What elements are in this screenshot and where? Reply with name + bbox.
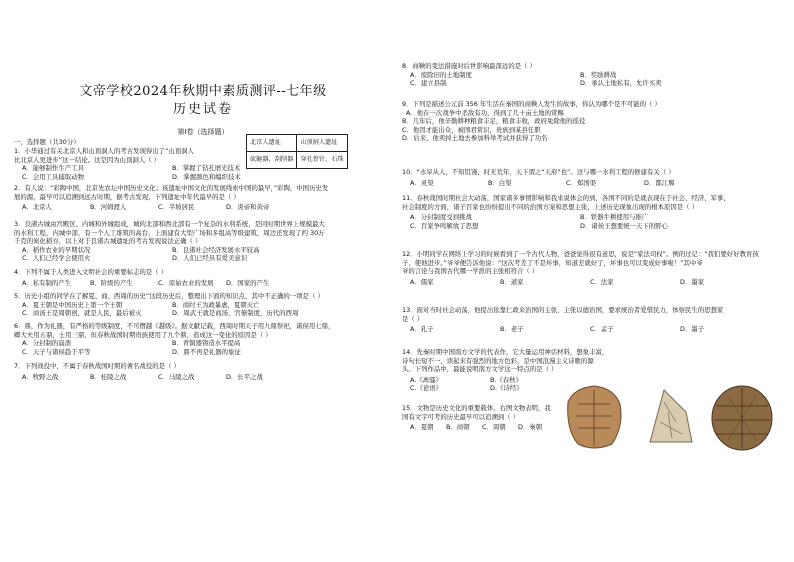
question-text: 2．有人说：“彩陶中国，北京先农坛中国历史文化；该遗址中国文化的发展线索中国的最早，”彩陶，中国历史发 — [14, 184, 329, 192]
question-2 — [14, 184, 328, 212]
question-4 — [14, 268, 294, 287]
option[interactable]: A．灵渠 — [410, 178, 434, 187]
option[interactable]: B．商纣王为政暴虐，夏朝灭亡 — [172, 300, 260, 309]
question-text: 4．下列不属于人类进入文明社会的重要标志的是（ ） — [14, 268, 168, 276]
option[interactable]: B．青铜器铸造水平提高 — [172, 339, 241, 348]
question-text: 千克的炭化稻谷，以上对于良渚古城遗址的考古发现说法正确（ ） — [14, 237, 202, 246]
option[interactable]: C．孟子 — [590, 325, 614, 334]
option[interactable]: A．私有制的产生 — [22, 278, 72, 287]
option[interactable]: A．孔子 — [410, 325, 434, 334]
option[interactable]: A．能够制作生产工具 — [22, 164, 84, 173]
question-text: 卿大夫用五鼎，士用三鼎，但春秋战国时期贵族使用了九个鼎，造成这一变化的原因是（ ） — [14, 330, 272, 339]
option[interactable]: D.《诗经》 — [490, 384, 523, 393]
option[interactable]: B．道家 — [500, 277, 524, 286]
question-7 — [14, 362, 294, 381]
question-text: 13．面对当时社会动荡，他提出依靠仁政来治国的主张，主张以德治国，要求统治者爱惜民力，体察民生的思想家 — [402, 306, 724, 314]
question-9 — [402, 100, 661, 143]
question-13 — [402, 306, 748, 334]
table-header: 北京人遗址 — [247, 135, 297, 152]
table-cell: 穿孔骨针，石珠 — [297, 152, 347, 169]
question-text: 9．下列是描述公元前 356 年生活在秦国的商鞅人发生的故事，你认为哪个是不可能的（ ） — [402, 100, 661, 108]
option[interactable]: D．掌握颜色和编织技术 — [172, 172, 241, 181]
option[interactable]: A．北京人 — [22, 203, 52, 212]
question-1 — [14, 147, 322, 181]
option[interactable]: B．奖励耕战 — [580, 70, 617, 79]
option[interactable]: C．法家 — [590, 277, 614, 286]
question-15 — [402, 404, 586, 432]
table-cell: 砍砸器、刮削器 — [247, 152, 297, 169]
question-text: 是（ ） — [402, 314, 424, 323]
question-text: 14．先秦时期中国南方文学的代表作，它大量运用神话材料，想象丰富， — [402, 348, 609, 356]
question-12 — [402, 250, 759, 286]
option[interactable]: C．周朝 — [482, 423, 506, 432]
question-5 — [14, 292, 324, 318]
question-text: 15．文物是历史文化的重要载体，右图文物表明，我 — [402, 404, 551, 412]
option[interactable]: C．郑国渠 — [566, 178, 597, 187]
option[interactable]: D．长平之战 — [226, 372, 263, 381]
option[interactable]: D．秦朝 — [518, 423, 543, 432]
question-3 — [14, 220, 325, 263]
option[interactable]: B．白渠 — [488, 178, 512, 187]
question-text: 头。下列作品中，最能说明南方文学这一特点的是（ ） — [402, 365, 558, 374]
option[interactable]: D．后来，他卖掉土地去参加科举考试并获得了功名 — [402, 134, 548, 143]
question-text: 诗句长短不一，读起来有强烈的地方色彩，是中国浪漫主义诗歌的源 — [402, 356, 594, 365]
option[interactable]: C．人们已经学会使用火 — [22, 254, 91, 263]
question-6 — [14, 322, 334, 356]
question-text: 7．下列战役中，不属于春秋战国时期的著名战役的是（ ） — [14, 362, 180, 370]
option[interactable]: B．老子 — [500, 325, 524, 334]
option[interactable]: A．牧野之战 — [22, 372, 59, 381]
option[interactable]: D．墨家 — [680, 277, 705, 286]
question-11 — [402, 194, 730, 230]
question-text: 3．良渚古城由宫殿区、内城和外城组成，城的北部和西北部有一个复杂的水利系统，是同时期世界上规模最大 — [14, 220, 325, 228]
option[interactable]: A．废除旧的土地制度 — [410, 70, 472, 79]
option[interactable]: C．建立县制 — [410, 79, 447, 88]
option[interactable]: C.《论语》 — [410, 384, 443, 393]
question-text: 6．鼎，作为礼器，有严格的等级制度，不可僭越《越级》。据文献记载，西周时期天子用九鼎祭祀，诸侯用七鼎， — [14, 322, 335, 330]
section-heading: 第Ⅰ卷（选择题） — [177, 128, 229, 136]
option[interactable]: B．商朝 — [446, 423, 470, 432]
option[interactable]: D．都江堰 — [644, 178, 675, 187]
option[interactable]: D．炎帝和黄帝 — [226, 203, 270, 212]
question-text: 12．小明同学在网络上学习的时候看到了一个古代人物，爸爸觉得很有意思，说是“家法司权”。例的过记：“我们要好好教育孩 — [402, 250, 759, 258]
option[interactable]: A．夏朝 — [410, 423, 434, 432]
oracle-bone-pictures — [564, 382, 776, 452]
table-header: 山顶洞人遗址 — [297, 135, 347, 152]
question-text: 子，使他进步。”爷爷便告诉他说：“这次考差了不是坏事，知道差就好了，坏事也可以变成好事啦！”其中爷 — [402, 258, 703, 267]
option[interactable]: C．百家争鸣解放了思想 — [410, 221, 479, 230]
option[interactable]: B．几年后，他辛勤耕种粮食丰足，粮食丰收，政府免除他的徭役 — [402, 117, 586, 126]
option[interactable]: C．商汤王是周朝创，就是人民，最后被灭 — [22, 309, 142, 318]
option[interactable]: B.《春秋》 — [490, 375, 522, 384]
question-10 — [402, 168, 712, 187]
question-8 — [402, 62, 730, 88]
option[interactable]: D．墨子 — [680, 325, 705, 334]
option[interactable]: A．他在一次战争中杀敌有功，得到了几十亩土地的赏赐 — [406, 108, 564, 117]
option[interactable]: D．诸侯王想要统一天下的野心 — [580, 221, 668, 230]
option[interactable]: B．河姆渡人 — [90, 203, 127, 212]
option[interactable]: B．铁器牛耕使用与推广 — [580, 213, 649, 222]
option[interactable]: D．鼎不再是礼器的象征 — [172, 347, 241, 356]
option[interactable]: B．阶级的产生 — [90, 278, 133, 287]
tortoise-shell-image — [712, 386, 772, 450]
option[interactable]: B．桂陵之战 — [90, 372, 127, 381]
option[interactable]: B．掌握了钻孔磨光技术 — [172, 164, 241, 173]
option[interactable]: C．原始农业的发展 — [158, 278, 214, 287]
question-text: 10．“水旱从人，不知饥馑，时无荒年，天下谓之“天府”也”。这与哪一水利工程的修建有关（ ） — [402, 168, 675, 176]
question-text: 社会制度的方面，诸子百家也纷纷提出不同的治国方案和思想主张，上述历史现象出现的根本原因是（ ） — [402, 202, 698, 211]
option[interactable]: D．国家的产生 — [226, 278, 270, 287]
option[interactable]: A．分封制度受到挑战 — [410, 213, 472, 222]
oracle-bone-image — [568, 386, 621, 448]
question-text: 1．小华通过有关北京人和山顶洞人的考古发现得出了“山顶洞人 — [14, 147, 194, 155]
question-text: 11．春秋战国时期社会大动荡，国家诸多事情影响和我来说体会的到，各国不同的是就表现在于社会、经济、军事、 — [402, 194, 730, 202]
option[interactable]: D．人们已经具有爱美意识 — [172, 254, 248, 263]
part-heading: 一、选择题（共30分） — [14, 138, 80, 146]
bone-shell-image — [650, 390, 692, 442]
question-text: 的水利工程，内城中部，有一个人工堆筑的高台，上面建有大型广场和多组高等级建筑，周边还发现了约 30万 — [14, 228, 325, 237]
exam-subtitle: 历史试卷 — [172, 102, 233, 117]
option[interactable]: C．天子与诸侯趋于平等 — [22, 347, 91, 356]
option[interactable]: C．会用工具捕取动物 — [22, 172, 84, 181]
question-text: 展的源，最早可以追溯到远古时期，据考古发现，下列遗址中年代最早的是（ ） — [14, 192, 240, 201]
question-text: 5．历史小组的同学在了解夏、商、西周的历史“这段历史后，整理出下面的知识点，其中不正确的一项是（ ） — [14, 292, 324, 300]
option[interactable]: A.《离骚》 — [410, 375, 442, 384]
option[interactable]: A．儒家 — [410, 277, 434, 286]
option[interactable]: C．半坡居民 — [158, 203, 195, 212]
option[interactable]: D．承认土地私有，允许买卖 — [580, 79, 662, 88]
question-text: 比北京人更进步”这一结论。这是因为山顶洞人（ ） — [14, 155, 160, 164]
option[interactable]: D．周武王就是商汤，官僚制度，历代的西周 — [172, 309, 299, 318]
option[interactable]: A．稻作农业的早期状况 — [22, 245, 91, 254]
question-text: 国有文字可考的历史最早可以追溯到（ ） — [402, 412, 520, 421]
option[interactable]: C．他因才能出众，被国君赏识，贵族到某县任职 — [402, 125, 541, 134]
question-text: 8．商鞅的变法措施对后世影响最深远的是（ ） — [402, 62, 536, 70]
option[interactable]: B．良渚社会经济发展水平较高 — [172, 245, 260, 254]
question-text: 爷的言论与我国古代哪一学派的主张相符合（ ） — [402, 267, 539, 276]
option[interactable]: C．马陵之战 — [158, 372, 195, 381]
option[interactable]: A．分封制的崩溃 — [22, 339, 72, 348]
exam-title: 文帝学校2024年秋期中素质测评--七年级 — [79, 84, 327, 99]
option[interactable]: A．夏王朝是中国历史上第一个王朝 — [22, 300, 123, 309]
